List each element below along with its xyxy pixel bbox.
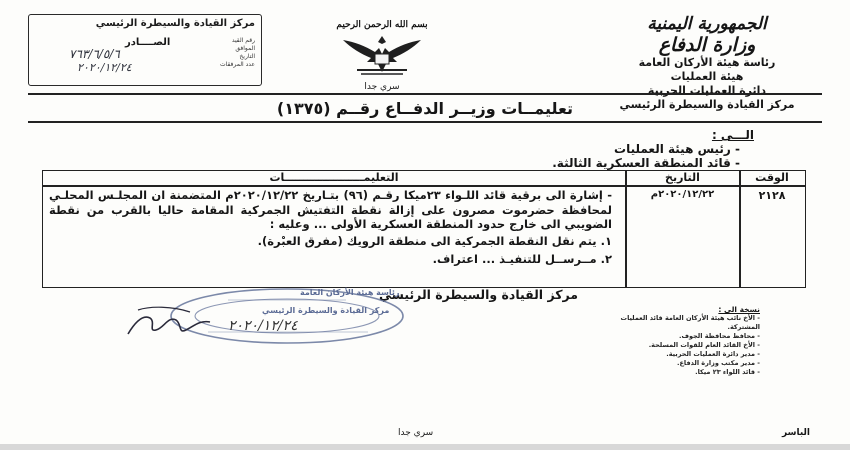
classification-top: سري جدا [364,82,400,92]
signatory-title: مركز القيادة والسيطرة الرئيسي [379,287,578,302]
page-bottom-edge [0,444,850,450]
letterhead-line-2: وزارة الدفاع [658,34,756,56]
instruction-item-1: ١. يتم نقل النقطة الجمركية الى منطقة الرويك (مفرق العبْرة). [257,233,612,248]
copy-recipient-3: - الأخ القائد العام للقوات المسلحة. [648,341,760,349]
copy-recipient-6: - قائد اللواء ٢٣ ميكا. [695,368,760,376]
registry-labels [215,37,255,69]
copy-recipient-1: - الأخ نائب هيئة الأركان العامة قائد العمليات المشتركة. [620,314,760,331]
footer-right-label: الباسر [782,428,810,438]
table-header-time: الوقت [755,171,789,184]
eagle-emblem-icon [341,32,423,76]
instructions-paragraph: - إشارة الى برقية قائد اللـواء ٢٣ميكا رقـم (٩٦) بتـاريخ ٢٠٢٠/١٢/٢٢م المتضمنة ان المجلـس المحلـي لمحافظة حضرموت مصرون على إزالة نقطة التفتيش الجمركية المقامة حاليا بالقرب من نقطة الضويبي الى خارج حدود المنطقة العسكرية الأولى ... وعليه : [49,188,612,231]
table-header-date: التاريخ [665,171,700,184]
registry-label-3: التاريخ [239,53,255,60]
table-header-instructions: التعليمـــــــــــــــــــــات [269,171,399,184]
letterhead-line-1: الجمهورية اليمنية [647,14,767,34]
instructions-table [42,170,806,288]
copies-list [610,314,760,377]
to-label: الـــى : [711,128,754,142]
basmala: بسم الله الرحمن الرحيم [336,20,428,30]
registry-date: ٢٠٢٠/١٢/٢٤ [77,61,132,74]
instruction-item-2: ٢. مــرســل للتنفيـذ ... اعتراف. [432,251,612,266]
letterhead-line-3: رئاسة هيئة الأركان العامة [638,56,776,69]
registry-label-4: عدد المرفقات [220,61,255,68]
title-bar [28,93,822,123]
letterhead-line-6: مركز القيادة والسيطرة الرئيسي [619,98,795,111]
registry-stamp-box [28,14,262,86]
copies-title: نسخة الى : [718,305,760,314]
letterhead-line-5: دائرة العمليات الحربية [647,84,767,97]
signature-date: ٢٠٢٠/١٢/٢٤ [228,318,298,334]
copy-recipient-4: - مدير دائرة العمليات الحربية. [666,350,760,358]
registry-outgoing-label: الصــــادر [125,37,171,48]
emblem-block [318,20,446,92]
table-header-divider [43,185,805,187]
registry-stamp-title: مركز القيادة والسيطرة الرئيسي [95,18,255,29]
instructions-body [49,188,612,267]
registry-label-1: رقم القيد [231,37,255,44]
copy-recipient-2: - محافظ محافظة الجوف. [679,332,760,340]
cell-date: ٢٠٢٠/١٢/٢٢م [650,189,715,200]
registry-number: ٧٦٣/٦/٥/٦ [69,47,120,61]
document-title: تعليمــات وزيــر الدفــاع رقــم (١٣٧٥) [276,98,574,118]
cell-time: ٢١٢٨ [758,189,786,202]
recipient-1: - رئيس هيئة العمليات [614,142,740,156]
copy-recipient-5: - مدير مكتب وزارة الدفاع. [677,359,760,367]
stamp-outer-text: رئاسة هيئة الأركان العامة [300,288,400,297]
registry-label-2: الموافق [235,45,255,52]
stamp-inner-text: مركز القيادة والسيطرة الرئيسي [262,306,390,315]
classification-bottom: سري جدا [398,428,434,438]
handwritten-signature-icon [120,304,220,342]
recipient-2: - قائد المنطقة العسكرية الثالثة. [552,156,740,170]
letterhead-line-4: هيئة العمليات [670,70,744,83]
